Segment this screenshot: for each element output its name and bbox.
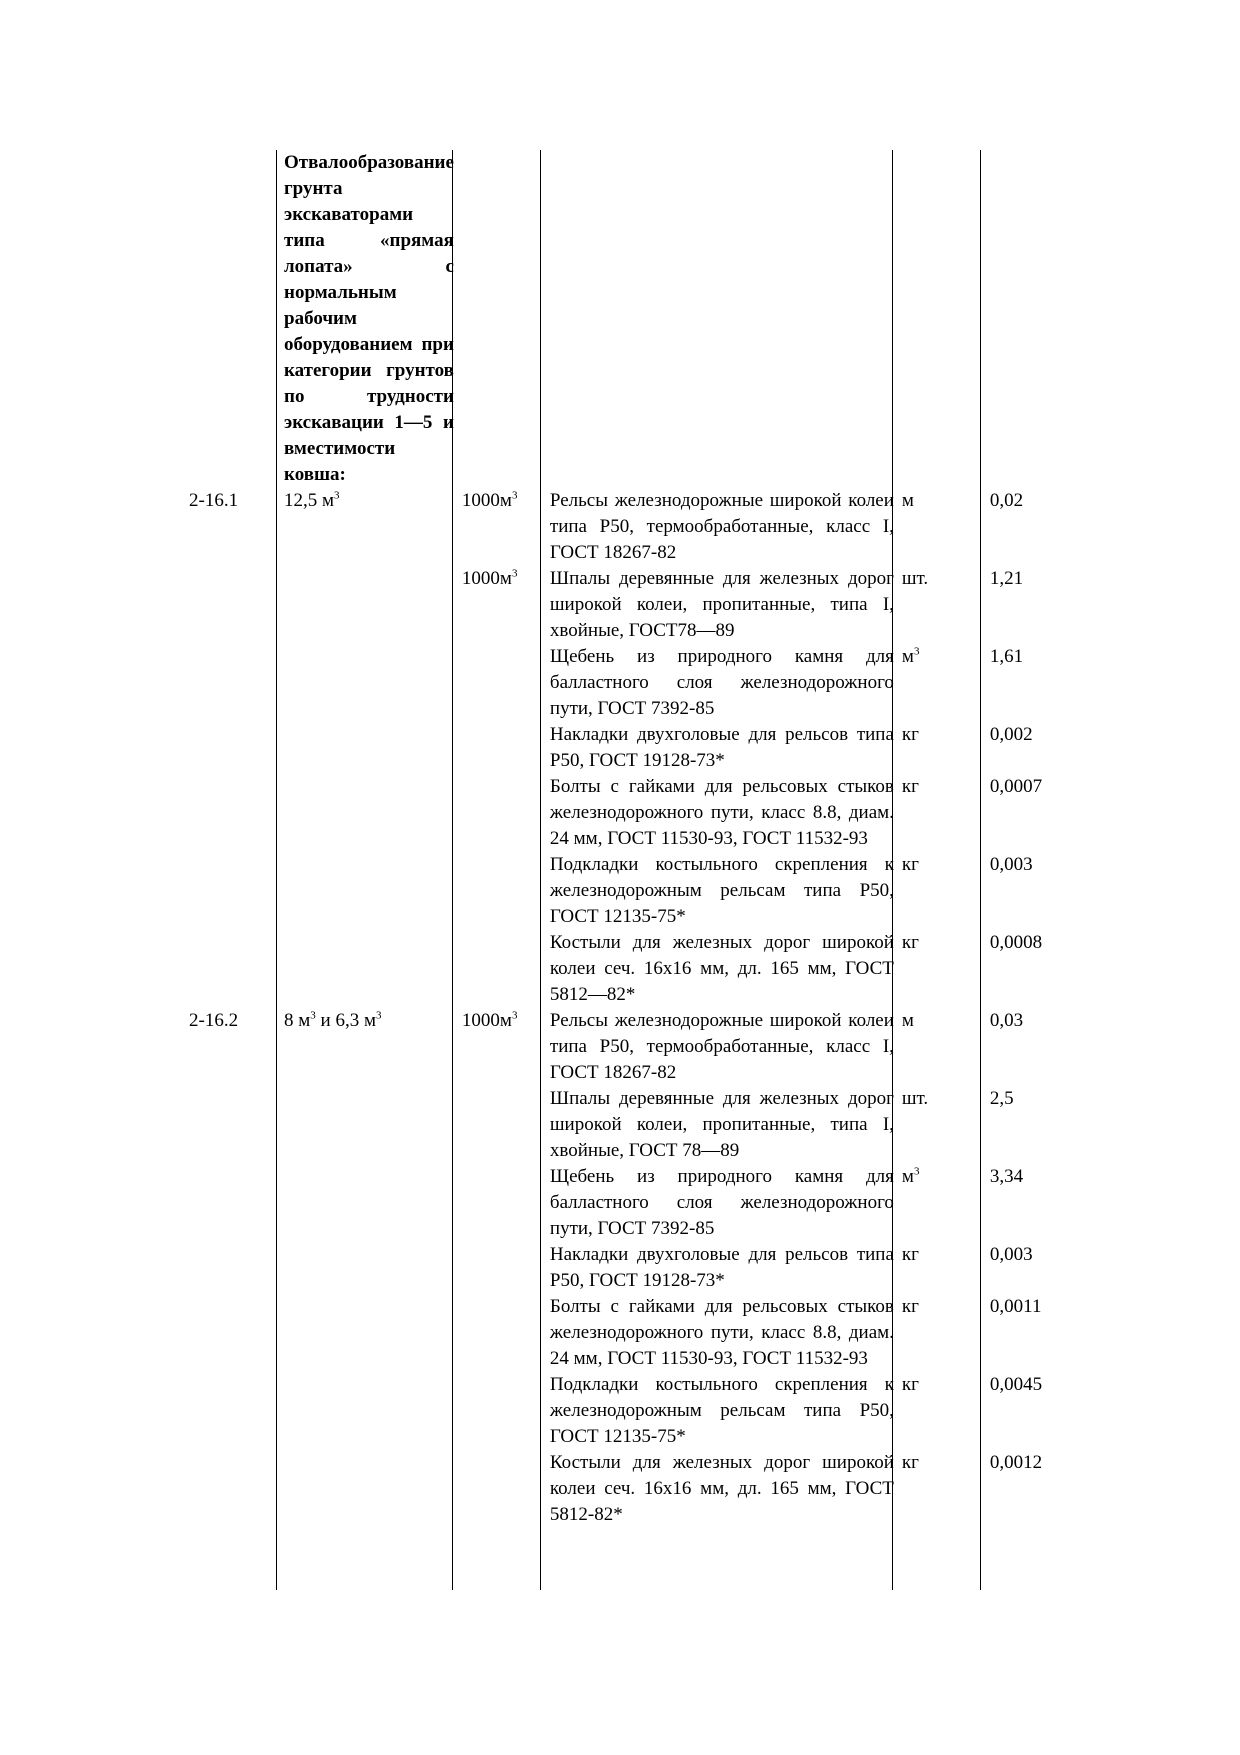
quantity-cell: 0,0011	[989, 1296, 1042, 1317]
measure-cell: кг	[901, 854, 919, 875]
measure-cell: кг	[901, 724, 919, 745]
material-cell: Рельсы железнодорожные широкой колеи типа Р50, термообработанные, класс I, ГОСТ 18267-82	[549, 490, 894, 563]
material-cell: Подкладки костыльного скрепления к железнодорожным рельсам типа Р50, ГОСТ 12135-75*	[549, 1374, 894, 1447]
measure-cell: кг	[901, 1244, 919, 1265]
quantity-cell: 0,003	[989, 854, 1033, 875]
material-cell: Подкладки костыльного скрепления к железнодорожным рельсам типа Р50, ГОСТ 12135-75*	[549, 854, 894, 927]
table-row	[185, 1086, 1094, 1164]
table-row	[185, 488, 1094, 566]
measure-cell: кг	[901, 1452, 919, 1473]
table-row	[185, 1008, 1094, 1086]
item-code: 2-16.2	[189, 1010, 239, 1031]
table-row	[185, 774, 1094, 852]
unit-cell: $1000м^3$	[461, 489, 518, 511]
item-code: 2-16.1	[189, 490, 239, 511]
table-row	[185, 1242, 1094, 1294]
material-cell: Шпалы деревянные для железных дорог широкой колеи, пропитанные, типа I, хвойные, ГОСТ78—89	[549, 568, 894, 641]
quantity-cell: 0,02	[989, 490, 1024, 511]
quantity-cell: 3,34	[989, 1166, 1024, 1187]
table-row	[185, 722, 1094, 774]
table-row	[185, 1450, 1094, 1528]
material-cell: Накладки двухголовые для рельсов типа Р50, ГОСТ 19128-73*	[549, 1244, 894, 1291]
quantity-cell: 0,03	[989, 1010, 1024, 1031]
item-name: 8 $м^3$ и 6,3 $м^3$	[284, 1009, 382, 1031]
table-row	[185, 1164, 1094, 1242]
material-cell: Щебень из природного камня для балластного слоя железнодорожного пути, ГОСТ 7392-85	[549, 1166, 894, 1239]
measure-cell: кг	[901, 776, 919, 797]
measure-cell: шт.	[901, 1088, 929, 1109]
measure-cell: $м^3$	[901, 1165, 920, 1187]
quantity-cell: 0,003	[989, 1244, 1033, 1265]
material-cell: Рельсы железнодорожные широкой колеи типа Р50, термообработанные, класс I, ГОСТ 18267-82	[549, 1010, 894, 1083]
quantity-cell: 0,002	[989, 724, 1033, 745]
quantity-cell: 0,0007	[989, 776, 1043, 797]
measure-cell: кг	[901, 1296, 919, 1317]
norms-table	[185, 150, 1094, 1528]
table-row	[185, 930, 1094, 1008]
measure-cell: шт.	[901, 568, 929, 589]
material-cell: Щебень из природного камня для балластного слоя железнодорожного пути, ГОСТ 7392-85	[549, 646, 894, 719]
table-row	[185, 1294, 1094, 1372]
measure-cell: м	[901, 490, 914, 511]
section-header: Отвалообразование грунта экскаваторами типа «прямая лопата» с нормальным рабочим оборудованием при категории грунтов по трудности экскавации 1—5 и вместимости ковша:	[284, 152, 454, 485]
quantity-cell: 0,0008	[989, 932, 1043, 953]
measure-cell: кг	[901, 1374, 919, 1395]
unit-cell: $1000м^3$	[461, 567, 518, 589]
material-cell: Болты с гайками для рельсовых стыков железнодорожного пути, класс 8.8, диам. 24 мм, ГОСТ 11530-93, ГОСТ 11532-93	[549, 1296, 894, 1369]
measure-cell: м	[901, 1010, 914, 1031]
material-cell: Костыли для железных дорог широкой колеи сеч. 16х16 мм, дл. 165 мм, ГОСТ 5812—82*	[549, 932, 894, 1005]
quantity-cell: 1,21	[989, 568, 1024, 589]
material-cell: Болты с гайками для рельсовых стыков железнодорожного пути, класс 8.8, диам. 24 мм, ГОСТ 11530-93, ГОСТ 11532-93	[549, 776, 894, 849]
unit-cell: $1000м^3$	[461, 1009, 518, 1031]
quantity-cell: 1,61	[989, 646, 1024, 667]
material-cell: Костыли для железных дорог широкой колеи сеч. 16х16 мм, дл. 165 мм, ГОСТ 5812-82*	[549, 1452, 894, 1525]
table-row	[185, 852, 1094, 930]
measure-cell: $м^3$	[901, 645, 920, 667]
quantity-cell: 0,0045	[989, 1374, 1043, 1395]
item-name: 12,5 $м^3$	[284, 489, 340, 511]
table-row	[185, 1372, 1094, 1450]
material-cell: Шпалы деревянные для железных дорог широкой колеи, пропитанные, типа I, хвойные, ГОСТ 78—89	[549, 1088, 894, 1161]
quantity-cell: 2,5	[989, 1088, 1014, 1109]
table-row	[185, 644, 1094, 722]
section-header-row	[185, 150, 1094, 488]
quantity-cell: 0,0012	[989, 1452, 1043, 1473]
measure-cell: кг	[901, 932, 919, 953]
material-cell: Накладки двухголовые для рельсов типа Р50, ГОСТ 19128-73*	[549, 724, 894, 771]
table-row	[185, 566, 1094, 644]
